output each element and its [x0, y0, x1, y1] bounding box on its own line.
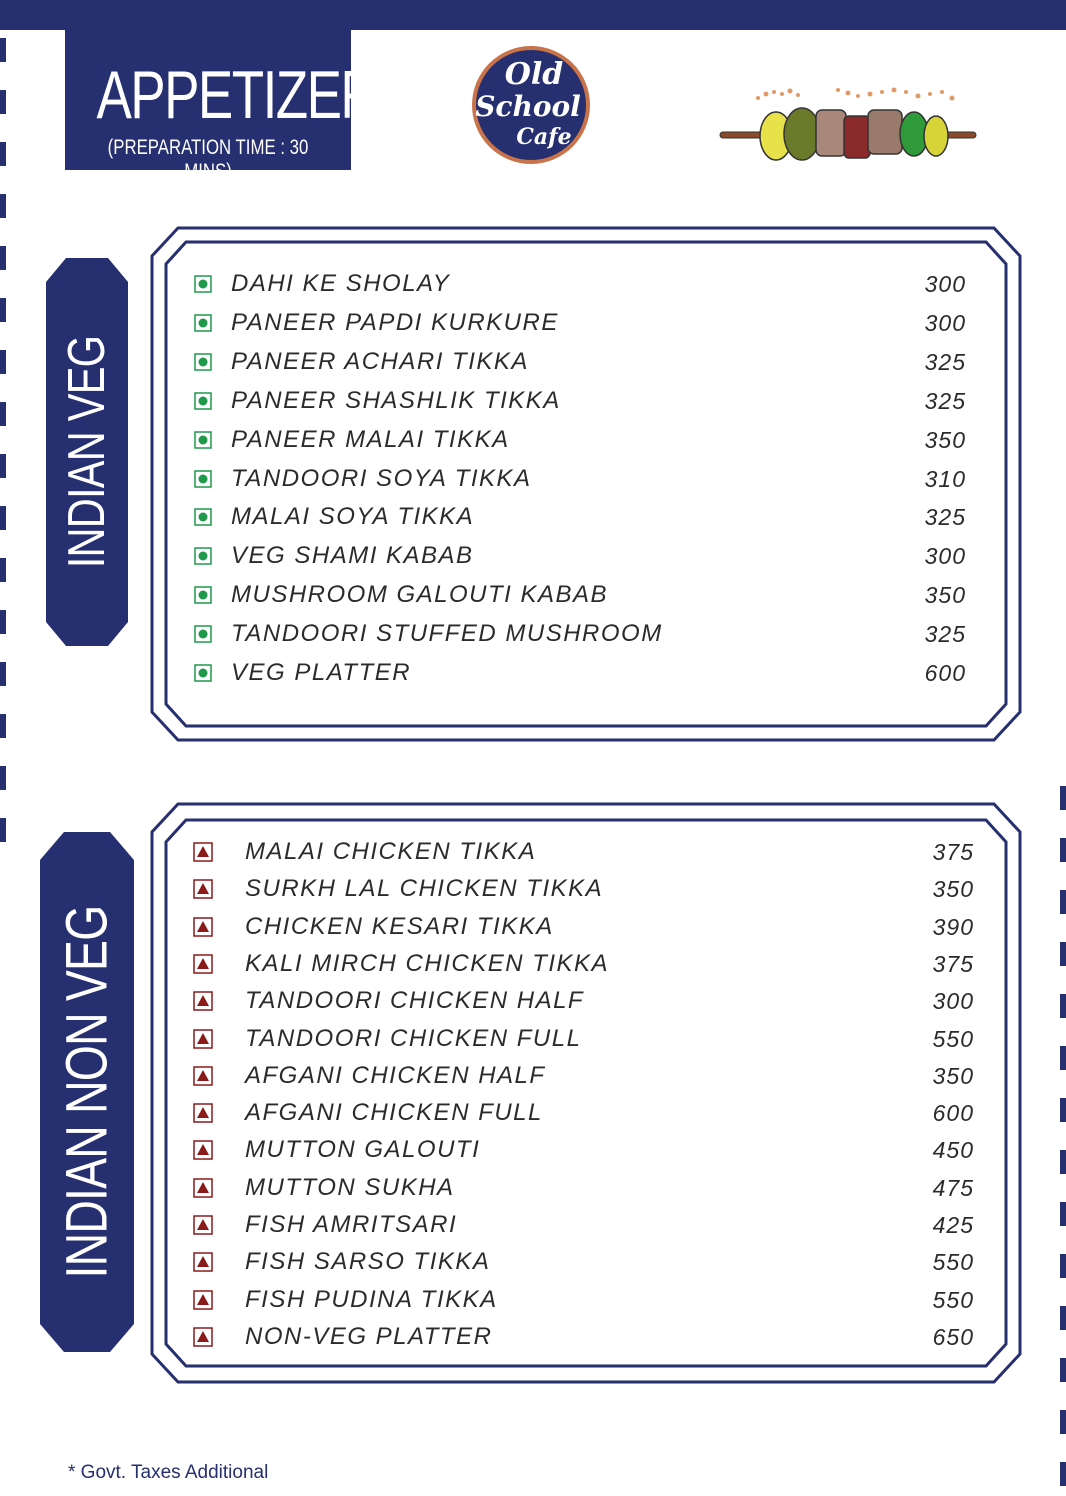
veg-indicator-icon	[194, 508, 212, 526]
page-title: APPETIZERS	[96, 57, 411, 133]
menu-item-row	[193, 1247, 974, 1277]
menu-item-name: MUTTON GALOUTI	[245, 1136, 481, 1164]
border-dash	[0, 90, 6, 114]
nonveg-indicator-icon	[193, 1103, 213, 1123]
border-dash	[0, 38, 6, 62]
menu-item-name: TANDOORI SOYA TIKKA	[231, 464, 532, 492]
menu-item-row	[194, 580, 966, 610]
veg-indicator-icon	[194, 431, 212, 449]
border-dash	[0, 298, 6, 322]
menu-item-row	[193, 1098, 974, 1128]
border-dash	[0, 714, 6, 738]
menu-item-name: TANDOORI CHICKEN FULL	[245, 1024, 582, 1052]
menu-item-row	[194, 269, 966, 299]
veg-indicator-icon	[194, 470, 212, 488]
menu-item-row	[194, 464, 966, 494]
cafe-logo	[470, 42, 592, 168]
menu-item-name: VEG SHAMI KABAB	[231, 542, 474, 570]
menu-item-row	[194, 347, 966, 377]
nonveg-indicator-icon	[193, 842, 213, 862]
border-dash	[0, 818, 6, 842]
veg-indicator-icon	[194, 664, 212, 682]
menu-item-row	[193, 1285, 974, 1315]
menu-item-name: AFGANI CHICKEN HALF	[245, 1061, 546, 1089]
menu-item-row	[193, 1024, 974, 1054]
menu-item-name: MUSHROOM GALOUTI KABAB	[231, 581, 609, 609]
border-dash	[1060, 890, 1066, 914]
menu-item-price: 650	[932, 1323, 974, 1350]
title-banner	[65, 30, 411, 183]
menu-item-name: FISH SARSO TIKKA	[245, 1248, 491, 1276]
menu-item-name: TANDOORI STUFFED MUSHROOM	[231, 620, 663, 648]
menu-item-row	[193, 949, 974, 979]
menu-item-name: MALAI SOYA TIKKA	[231, 503, 475, 531]
menu-item-name: MALAI CHICKEN TIKKA	[245, 838, 537, 865]
border-dash	[0, 194, 6, 218]
menu-item-price: 325	[924, 621, 966, 648]
menu-item-price: 475	[932, 1174, 974, 1201]
logo-text-school: School	[475, 90, 581, 123]
nonveg-indicator-icon	[193, 1327, 213, 1347]
menu-item-row	[193, 912, 974, 942]
nonveg-indicator-icon	[193, 879, 213, 899]
menu-item-row	[193, 837, 974, 867]
kebab-skewer-illustration	[718, 80, 980, 172]
nonveg-indicator-icon	[193, 1290, 213, 1310]
veg-indicator-icon	[194, 586, 212, 604]
logo-text-old: Old	[504, 57, 564, 92]
menu-item-row	[194, 658, 966, 688]
menu-item-name: PANEER ACHARI TIKKA	[231, 347, 529, 375]
border-dash	[1060, 1306, 1066, 1330]
menu-item-price: 350	[932, 1062, 974, 1089]
logo-text-cafe: Cafe	[516, 124, 572, 150]
border-dash	[0, 662, 6, 686]
menu-item-name: PANEER PAPDI KURKURE	[231, 308, 559, 336]
border-dash	[1060, 1098, 1066, 1122]
nonveg-indicator-icon	[193, 1066, 213, 1086]
menu-item-price: 350	[924, 426, 966, 453]
menu-item-row	[194, 386, 966, 416]
nonveg-indicator-icon	[193, 954, 213, 974]
menu-item-price: 550	[932, 1025, 974, 1052]
menu-item-price: 300	[932, 988, 974, 1015]
menu-item-row	[193, 1173, 974, 1203]
border-dash	[1060, 838, 1066, 862]
menu-item-price: 450	[932, 1137, 974, 1164]
menu-item-name: MUTTON SUKHA	[245, 1173, 455, 1201]
nonveg-indicator-icon	[193, 1178, 213, 1198]
menu-item-row	[193, 1322, 974, 1352]
menu-item-row	[194, 308, 966, 338]
menu-item-price: 325	[924, 387, 966, 414]
nonveg-indicator-icon	[193, 917, 213, 937]
menu-item-row	[194, 425, 966, 455]
border-dash	[0, 142, 6, 166]
menu-item-name: SURKH LAL CHICKEN TIKKA	[245, 875, 604, 903]
veg-indicator-icon	[194, 353, 212, 371]
border-dash	[0, 246, 6, 270]
veg-indicator-icon	[194, 392, 212, 410]
menu-item-price: 325	[924, 504, 966, 531]
section-tab-indian-veg	[46, 258, 128, 646]
menu-item-price: 550	[932, 1249, 974, 1276]
menu-item-price: 300	[924, 271, 966, 297]
border-dash	[0, 402, 6, 426]
menu-item-name: NON-VEG PLATTER	[245, 1322, 493, 1350]
border-dash	[1060, 1202, 1066, 1226]
menu-item-row	[193, 1210, 974, 1240]
menu-item-name: TANDOORI CHICKEN HALF	[245, 987, 585, 1015]
menu-item-name: AFGANI CHICKEN FULL	[245, 1099, 543, 1127]
menu-item-price: 350	[924, 582, 966, 609]
border-dash	[1060, 1150, 1066, 1174]
tax-note: * Govt. Taxes Additional	[68, 1462, 269, 1483]
menu-item-row	[194, 502, 966, 532]
menu-item-price: 550	[932, 1286, 974, 1313]
section-label-nonveg: INDIAN NON VEG	[54, 905, 120, 1279]
border-dash	[1060, 1046, 1066, 1070]
menu-item-name: PANEER SHASHLIK TIKKA	[231, 386, 561, 414]
top-border-bar	[0, 0, 1066, 30]
menu-item-name: FISH AMRITSARI	[245, 1211, 458, 1238]
veg-indicator-icon	[194, 275, 212, 293]
nonveg-indicator-icon	[193, 1252, 213, 1272]
border-dash	[1060, 994, 1066, 1018]
border-dash	[1060, 1358, 1066, 1382]
menu-item-row	[193, 1061, 974, 1091]
veg-indicator-icon	[194, 547, 212, 565]
menu-item-price: 300	[924, 543, 966, 570]
menu-item-price: 600	[924, 660, 966, 686]
menu-item-name: VEG PLATTER	[231, 659, 412, 686]
menu-item-price: 325	[924, 348, 966, 375]
menu-item-price: 375	[932, 950, 974, 977]
menu-item-row	[193, 874, 974, 904]
menu-item-price: 310	[924, 465, 966, 492]
menu-item-row	[194, 541, 966, 571]
menu-item-name: PANEER MALAI TIKKA	[231, 425, 510, 453]
nonveg-indicator-icon	[193, 1140, 213, 1160]
border-dash	[0, 506, 6, 530]
menu-item-price: 390	[932, 913, 974, 940]
menu-item-name: DAHI KE SHOLAY	[231, 270, 451, 297]
menu-item-price: 300	[924, 309, 966, 336]
nonveg-indicator-icon	[193, 1029, 213, 1049]
menu-item-price: 350	[932, 876, 974, 903]
border-dash	[1060, 1462, 1066, 1486]
menu-item-name: FISH PUDINA TIKKA	[245, 1285, 498, 1313]
menu-item-row	[193, 986, 974, 1016]
border-dash	[0, 610, 6, 634]
nonveg-indicator-icon	[193, 991, 213, 1011]
border-dash	[1060, 786, 1066, 810]
menu-item-row	[193, 1135, 974, 1165]
border-dash	[0, 454, 6, 478]
menu-item-name: CHICKEN KESARI TIKKA	[245, 912, 554, 940]
veg-indicator-icon	[194, 314, 212, 332]
section-label-veg: INDIAN VEG	[58, 335, 116, 569]
border-dash	[0, 350, 6, 374]
border-dash	[0, 558, 6, 582]
menu-item-row	[194, 619, 966, 649]
section-tab-indian-non-veg	[40, 832, 134, 1352]
menu-item-name: KALI MIRCH CHICKEN TIKKA	[245, 949, 610, 977]
veg-indicator-icon	[194, 625, 212, 643]
preparation-time-note: (PREPARATION TIME : 30 MINS)	[107, 136, 309, 183]
menu-item-price: 375	[932, 839, 974, 865]
border-dash	[1060, 1410, 1066, 1434]
menu-item-price: 425	[932, 1212, 974, 1238]
menu-item-price: 600	[932, 1100, 974, 1127]
border-dash	[1060, 1254, 1066, 1278]
nonveg-indicator-icon	[193, 1215, 213, 1235]
border-dash	[0, 766, 6, 790]
border-dash	[1060, 942, 1066, 966]
